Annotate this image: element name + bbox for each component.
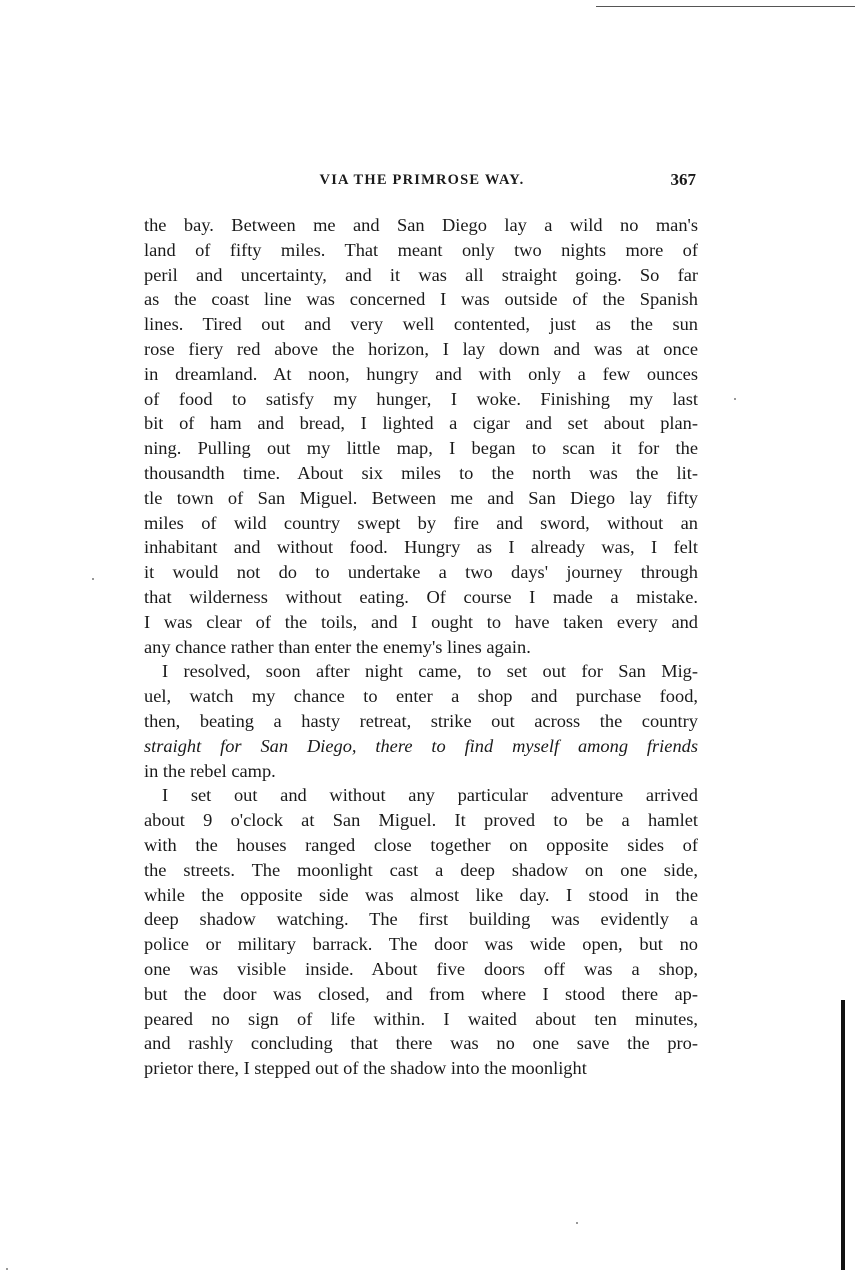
text-line: I set out and without any particular adventure arrived (162, 785, 698, 806)
text-line: but the door was closed, and from where I stood there ap- (144, 983, 698, 1004)
text-line: with the houses ranged close together on opposite sides of (144, 834, 698, 855)
text-line: the streets. The moonlight cast a deep shadow on one side, (144, 859, 698, 880)
scan-speck (734, 398, 736, 400)
text-line: that wilderness without eating. Of course I made a mistake. (144, 586, 698, 607)
text-line: I resolved, soon after night came, to set out for San Mig- (162, 661, 698, 682)
text-line: any chance rather than enter the enemy's lines again. (144, 636, 531, 657)
text-line: and rashly concluding that there was no one save the pro- (144, 1033, 698, 1054)
paragraph (132, 213, 698, 659)
body-text (132, 213, 698, 1081)
text-line: prietor there, I stepped out of the shadow into the moonlight (144, 1058, 587, 1079)
text-line: of food to satisfy my hunger, I woke. Finishing my last (144, 388, 698, 409)
running-title: VIA THE PRIMROSE WAY. (319, 172, 525, 188)
text-line: land of fifty miles. That meant only two nights more of (144, 239, 698, 260)
text-line: as the coast line was concerned I was outside of the Spanish (144, 289, 698, 310)
text-line: it would not do to undertake a two days' journey through (144, 562, 698, 583)
text-line: the bay. Between me and San Diego lay a wild no man's (144, 215, 698, 235)
text-line: miles of wild country swept by fire and sword, without an (144, 512, 698, 533)
text-line: rose fiery red above the horizon, I lay down and was at once (144, 338, 698, 359)
text-line: in dreamland. At noon, hungry and with only a few ounces (144, 363, 698, 384)
scan-speck (92, 578, 94, 580)
text-line: I was clear of the toils, and I ought to have taken every and (144, 611, 698, 632)
text-line: peared no sign of life within. I waited about ten minutes, (144, 1008, 698, 1029)
running-header (144, 172, 696, 194)
scan-speck (576, 1222, 578, 1224)
text-line: straight for San Diego, there to find myself among friends (144, 735, 698, 756)
paragraph (132, 783, 698, 1081)
text-line: while the opposite side was almost like day. I stood in the (144, 884, 698, 905)
text-line: peril and uncertainty, and it was all straight going. So far (144, 264, 698, 285)
text-line: ning. Pulling out my little map, I began to scan it for the (144, 438, 698, 459)
paragraph (132, 659, 698, 783)
page-number: 367 (670, 170, 696, 189)
text-line: tle town of San Miguel. Between me and San Diego lay fifty (144, 487, 698, 508)
text-line: in the rebel camp. (144, 760, 276, 781)
text-line: then, beating a hasty retreat, strike out across the country (144, 710, 698, 731)
text-line: lines. Tired out and very well contented, just as the sun (144, 314, 698, 335)
binding-edge (841, 1000, 845, 1270)
text-line: uel, watch my chance to enter a shop and purchase food, (144, 686, 698, 707)
text-line: bit of ham and bread, I lighted a cigar and set about plan- (144, 413, 698, 434)
scan-speck (6, 1268, 8, 1270)
text-line: police or military barrack. The door was wide open, but no (144, 934, 698, 955)
text-line: deep shadow watching. The first building was evidently a (144, 909, 698, 930)
text-line: thousandth time. About six miles to the north was the lit- (144, 462, 698, 483)
top-rule (596, 6, 855, 7)
text-line: one was visible inside. About five doors off was a shop, (144, 958, 698, 979)
text-line: about 9 o'clock at San Miguel. It proved to be a hamlet (144, 810, 698, 831)
text-line: inhabitant and without food. Hungry as I already was, I felt (144, 537, 698, 558)
